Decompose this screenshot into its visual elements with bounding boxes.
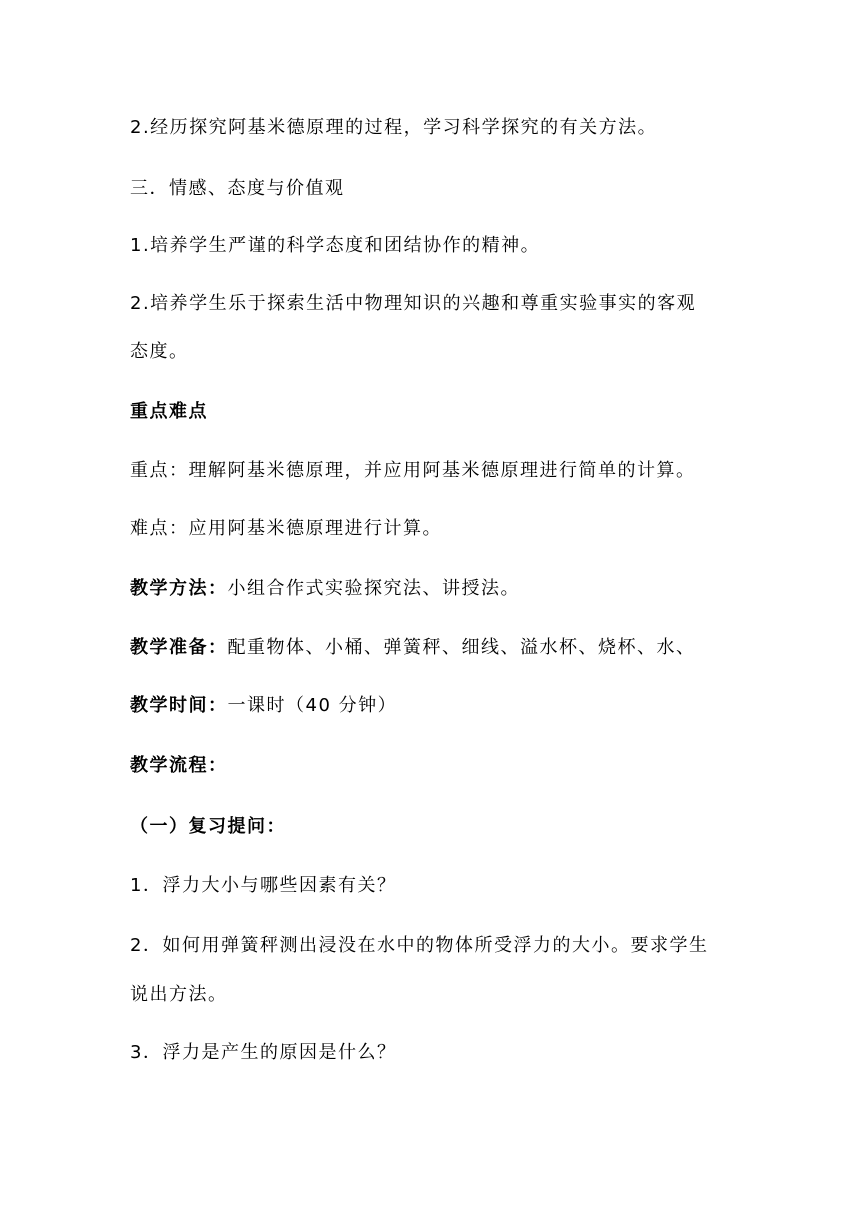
paragraph-text: 3．浮力是产生的原因是什么？ [130,1042,397,1063]
paragraph-text: 2．如何用弹簧秤测出浸没在水中的物体所受浮力的大小。要求学生 [130,935,709,956]
paragraph-text: 2.经历探究阿基米德原理的过程，学习科学探究的有关方法。 [130,117,658,138]
emotion-item-1 [130,234,540,258]
paragraph-text: 2.培养学生乐于探索生活中物理知识的兴趣和尊重实验事实的客观 [130,293,697,314]
emotion-item-2 [130,292,696,316]
difficulty-line [130,517,442,541]
key-points-heading [130,400,208,424]
heading-text: 教学流程： [130,755,228,776]
field-label: 教学准备： [130,637,228,658]
teaching-process-heading [130,754,228,778]
heading-text: （一）复习提问： [130,816,286,837]
field-label: 教学时间： [130,695,228,716]
paragraph-text: 1．浮力大小与哪些因素有关？ [130,875,397,896]
objective-line-2 [130,116,657,140]
paragraph-text: 难点：应用阿基米德原理进行计算。 [130,518,442,539]
teaching-method-line [130,577,520,601]
review-question-1 [130,874,396,898]
paragraph-text: 重点：理解阿基米德原理，并应用阿基米德原理进行简单的计算。 [130,460,696,481]
field-value: 一课时（40 分钟） [227,695,398,716]
field-value: 小组合作式实验探究法、讲授法。 [227,578,520,599]
field-label: 教学方法： [130,578,228,599]
section-heading-emotion [130,177,345,201]
key-point-line [130,459,696,483]
teaching-preparation-line [130,636,696,660]
review-questions-heading [130,815,286,839]
paragraph-text: 三．情感、态度与价值观 [130,178,345,199]
review-question-3 [130,1041,396,1065]
review-question-2-continued [130,983,228,1007]
paragraph-text: 态度。 [130,341,189,362]
teaching-time-line [130,694,397,718]
emotion-item-2-continued [130,340,189,364]
review-question-2 [130,934,708,958]
field-value: 配重物体、小桶、弹簧秤、细线、溢水杯、烧杯、水、 [227,637,696,658]
heading-text: 重点难点 [130,401,208,422]
paragraph-text: 说出方法。 [130,984,228,1005]
paragraph-text: 1.培养学生严谨的科学态度和团结协作的精神。 [130,235,541,256]
